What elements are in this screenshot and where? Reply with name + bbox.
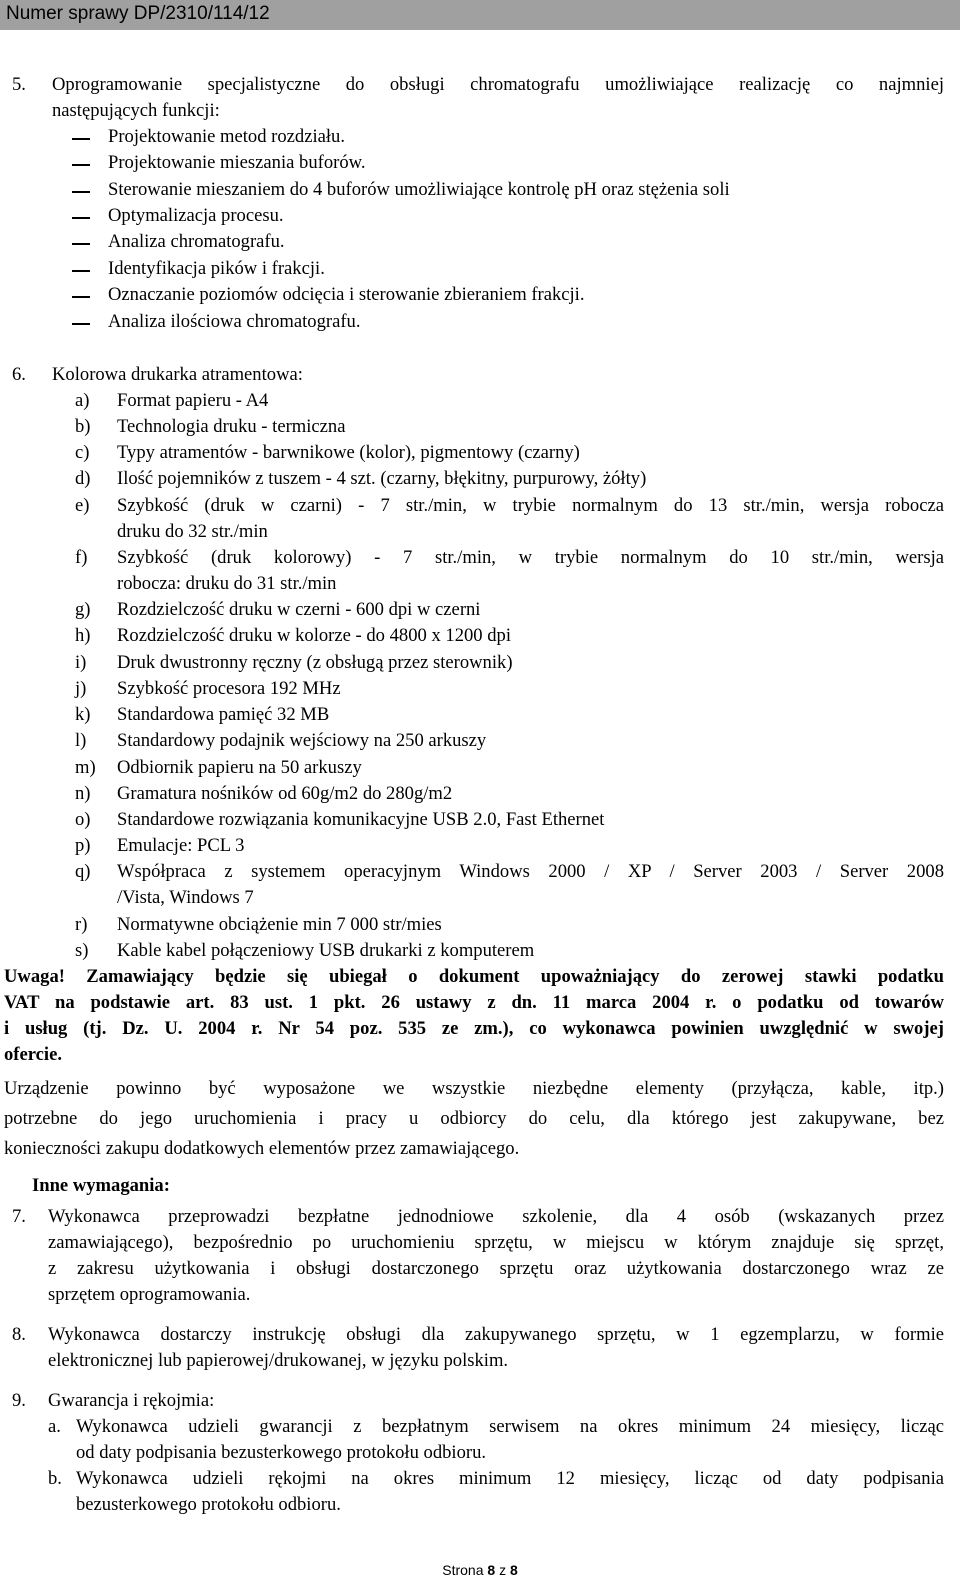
- dash-icon: [72, 164, 90, 166]
- list-item: Rozdzielczość druku w kolorze - do 4800 x 1200 dpi: [117, 625, 511, 646]
- list-item: Współpraca z systemem operacyjnym Windows 2000 / XP / Server 2003 / Server 2008: [117, 861, 944, 882]
- footer-prefix: Strona: [442, 1562, 484, 1578]
- note-line: i usług (tj. Dz. U. 2004 r. Nr 54 poz. 535 ze zm.), co wykonawca powinien uwzględnić w swojej: [4, 1018, 944, 1039]
- sec9-a-letter: a.: [48, 1416, 61, 1437]
- list-letter: d): [75, 468, 91, 489]
- list-item: Odbiornik papieru na 50 arkuszy: [117, 757, 362, 778]
- sec5-item: Analiza chromatografu.: [108, 231, 285, 252]
- page-footer: [0, 1562, 960, 1578]
- sec5-line2: następujących funkcji:: [52, 100, 220, 121]
- list-letter: n): [75, 783, 91, 804]
- sec5-line1: Oprogramowanie specjalistyczne do obsługi chromatografu umożliwiające realizację co najmniej: [52, 74, 944, 95]
- list-item: Szybkość procesora 192 MHz: [117, 678, 341, 699]
- equipment-line: Urządzenie powinno być wyposażone we wszystkie niezbędne elementy (przyłącza, kable, itp.): [4, 1078, 944, 1099]
- list-letter: r): [75, 914, 88, 935]
- sec7-line: z zakresu użytkowania i obsługi dostarczonego sprzętu oraz użytkowania dostarczonego wraz ze: [48, 1258, 944, 1279]
- dash-icon: [72, 296, 90, 298]
- list-letter: b): [75, 416, 91, 437]
- footer-sep: z: [499, 1562, 507, 1578]
- list-letter: o): [75, 809, 91, 830]
- list-item: Standardowy podajnik wejściowy na 250 arkuszy: [117, 730, 487, 751]
- list-item-cont: robocza: druku do 31 str./min: [117, 573, 337, 594]
- list-item: Gramatura nośników od 60g/m2 do 280g/m2: [117, 783, 453, 804]
- sec9-number: 9.: [12, 1390, 26, 1411]
- list-item: Typy atramentów - barwnikowe (kolor), pigmentowy (czarny): [117, 442, 580, 463]
- equipment-line: potrzebne do jego uruchomienia i pracy u odbiorcy do celu, dla którego jest zakupywane, bez: [4, 1108, 944, 1129]
- list-item: Druk dwustronny ręczny (z obsługą przez sterownik): [117, 652, 513, 673]
- list-letter: l): [75, 730, 87, 751]
- sec9-a-line: od daty podpisania bezusterkowego protokołu odbioru.: [76, 1442, 487, 1463]
- sec7-line: zamawiającego), bezpośrednio po uruchomieniu sprzętu, w miejscu w którym znajduje się sprzęt,: [48, 1232, 944, 1253]
- sec9-title: Gwarancja i rękojmia:: [48, 1390, 215, 1411]
- dash-icon: [72, 191, 90, 193]
- other-heading: Inne wymagania:: [32, 1175, 170, 1196]
- list-letter: j): [75, 678, 87, 699]
- note-line: VAT na podstawie art. 83 ust. 1 pkt. 26 ustawy z dn. 11 marca 2004 r. o podatku od towarów: [4, 992, 944, 1013]
- dash-icon: [72, 323, 90, 325]
- list-letter: q): [75, 861, 91, 882]
- note-line: Uwaga! Zamawiający będzie się ubiegał o dokument upoważniający do zerowej stawki podatku: [4, 966, 944, 987]
- sec5-item: Analiza ilościowa chromatografu.: [108, 311, 361, 332]
- sec6-number: 6.: [12, 364, 26, 385]
- list-item: Format papieru - A4: [117, 390, 269, 411]
- list-item: Rozdzielczość druku w czerni - 600 dpi w czerni: [117, 599, 481, 620]
- sec9-b-letter: b.: [48, 1468, 62, 1489]
- list-item-cont: /Vista, Windows 7: [117, 887, 254, 908]
- sec9-b-line: bezusterkowego protokołu odbioru.: [76, 1494, 341, 1515]
- sec9-a-line: Wykonawca udzieli gwarancji z bezpłatnym serwisem na okres minimum 24 miesięcy, licząc: [76, 1416, 944, 1437]
- case-number: Numer sprawy DP/2310/114/12: [6, 3, 270, 24]
- dash-icon: [72, 217, 90, 219]
- list-item: Standardowa pamięć 32 MB: [117, 704, 330, 725]
- list-item: Technologia druku - termiczna: [117, 416, 346, 437]
- list-letter: f): [75, 547, 88, 568]
- sec7-line: Wykonawca przeprowadzi bezpłatne jednodniowe szkolenie, dla 4 osób (wskazanych przez: [48, 1206, 944, 1227]
- sec7-number: 7.: [12, 1206, 26, 1227]
- sec6-title: Kolorowa drukarka atramentowa:: [52, 364, 303, 385]
- sec8-number: 8.: [12, 1324, 26, 1345]
- sec5-item: Projektowanie mieszania buforów.: [108, 152, 366, 173]
- footer-total: 8: [509, 1562, 518, 1578]
- sec5-item: Oznaczanie poziomów odcięcia i sterowanie zbieraniem frakcji.: [108, 284, 585, 305]
- list-letter: k): [75, 704, 91, 725]
- list-letter: i): [75, 652, 87, 673]
- list-letter: g): [75, 599, 91, 620]
- sec5-item: Identyfikacja pików i frakcji.: [108, 258, 325, 279]
- sec8-line: Wykonawca dostarczy instrukcję obsługi dla zakupywanego sprzętu, w 1 egzemplarzu, w formie: [48, 1324, 944, 1345]
- sec9-b-line: Wykonawca udzieli rękojmi na okres minimum 12 miesięcy, licząc od daty podpisania: [76, 1468, 944, 1489]
- list-item: Ilość pojemników z tuszem - 4 szt. (czarny, błękitny, purpurowy, żółty): [117, 468, 647, 489]
- list-letter: s): [75, 940, 89, 961]
- list-item: Standardowe rozwiązania komunikacyjne USB 2.0, Fast Ethernet: [117, 809, 605, 830]
- list-item: Szybkość (druk w czarni) - 7 str./min, w trybie normalnym do 13 str./min, wersja robocza: [117, 495, 944, 516]
- list-item: Kable kabel połączeniowy USB drukarki z komputerem: [117, 940, 535, 961]
- list-letter: p): [75, 835, 91, 856]
- sec8-line: elektronicznej lub papierowej/drukowanej, w języku polskim.: [48, 1350, 509, 1371]
- dash-icon: [72, 270, 90, 272]
- list-letter: m): [75, 757, 96, 778]
- list-letter: e): [75, 495, 90, 516]
- footer-page: 8: [487, 1562, 496, 1578]
- list-letter: c): [75, 442, 90, 463]
- sec5-item: Sterowanie mieszaniem do 4 buforów umożliwiające kontrolę pH oraz stężenia soli: [108, 179, 730, 200]
- list-item: Szybkość (druk kolorowy) - 7 str./min, w trybie normalnym do 10 str./min, wersja: [117, 547, 944, 568]
- list-item: Normatywne obciążenie min 7 000 str/mies: [117, 914, 442, 935]
- list-letter: a): [75, 390, 90, 411]
- equipment-line: konieczności zakupu dodatkowych elementów przez zamawiającego.: [4, 1138, 520, 1159]
- sec5-item: Projektowanie metod rozdziału.: [108, 126, 345, 147]
- dash-icon: [72, 138, 90, 140]
- sec5-number: 5.: [12, 74, 26, 95]
- dash-icon: [72, 243, 90, 245]
- list-item: Emulacje: PCL 3: [117, 835, 245, 856]
- list-item-cont: druku do 32 str./min: [117, 521, 268, 542]
- sec7-line: sprzętem oprogramowania.: [48, 1284, 251, 1305]
- list-letter: h): [75, 625, 91, 646]
- page-header: [0, 0, 960, 30]
- note-line: ofercie.: [4, 1044, 62, 1065]
- sec5-item: Optymalizacja procesu.: [108, 205, 284, 226]
